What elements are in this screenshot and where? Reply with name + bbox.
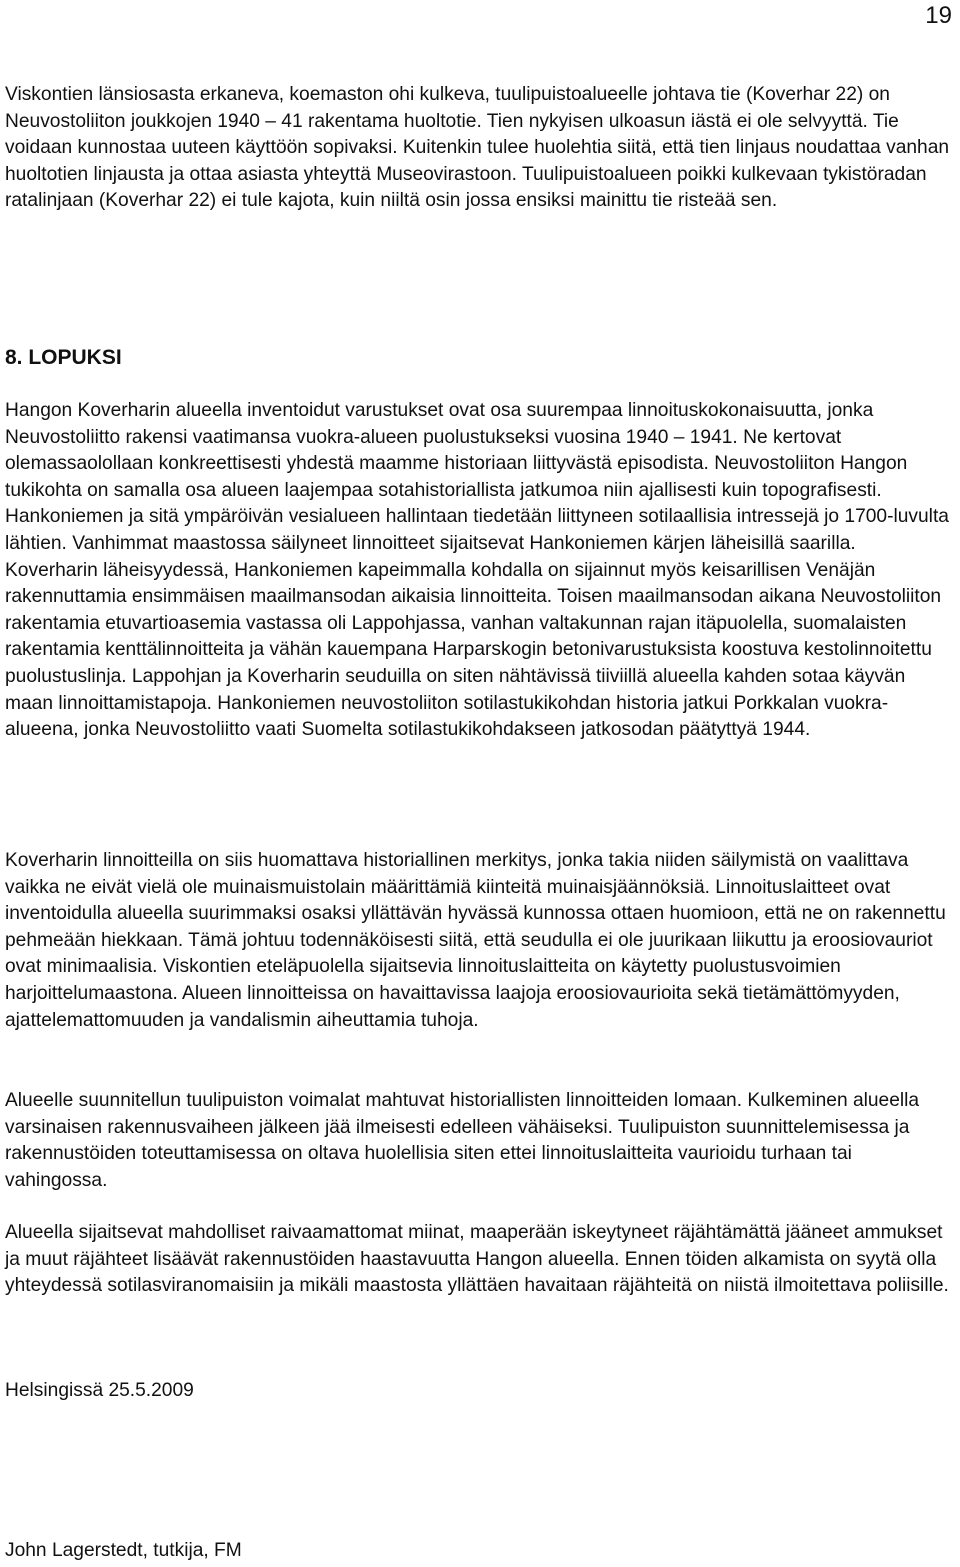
conclusion-paragraph-2: Koverharin linnoitteilla on siis huomattava historiallinen merkitys, jonka takia niiden säilymistä on vaalittava vaikka ne eivät vielä ole muinaismuistolain määrittämiä kiinteitä muinaisjäännöksiä. Linnoituslaitteet ovat inventoidulla alueella suurimmaksi osaksi yllättävän hyvässä kunnossa ottaen huomioon, että ne on rakennettu pehmeään hiekkaan. Tämä johtuu todennäköisesti siitä, että seudulla ei ole juurikaan liikuttu ja eroosiovauriot ovat minimaalisia. Viskontien eteläpuolella sijaitsevia linnoituslaitteita on käytetty puolustusvoimien harjoittelumaastona. Alueen linnoitteissa on havaittavissa laajoja eroosiovaurioita sekä tietämättömyyden, ajattelemattomuuden ja vandalismin aiheuttamia tuhoja. xyxy=(5,850,946,1031)
signature-place-date: Helsingissä 25.5.2009 xyxy=(5,1380,194,1401)
conclusion-paragraph-4: Alueella sijaitsevat mahdolliset raivaamattomat miinat, maaperään iskeytyneet räjähtämättä jääneet ammukset ja muut räjähteet lisäävät rakennustöiden haastavuutta Hangon alueella. Ennen töiden alkamista on syytä olla yhteydessä sotilasviranomaisiin ja mikäli maastosta yllättäen havaitaan räjähteitä on niistä ilmoitettava poliisille. xyxy=(5,1222,949,1297)
conclusion-paragraph-3: Alueelle suunnitellun tuulipuiston voimalat mahtuvat historiallisten linnoitteiden lomaan. Kulkeminen alueella varsinaisen rakennusvaiheen jälkeen jää ilmeisesti edelleen vähäiseksi. Tuulipuiston suunnittelemisessa ja rakennustöiden toteuttamisessa on oltava huolellisia siten ettei linnoituslaitteita vaurioidu turhaan tai vahingossa. xyxy=(5,1090,920,1191)
section-heading: 8. LOPUKSI xyxy=(5,346,122,369)
signature-author: John Lagerstedt, tutkija, FM xyxy=(5,1540,242,1561)
conclusion-paragraph-1: Hangon Koverharin alueella inventoidut varustukset ovat osa suurempaa linnoituskokonaisuutta, jonka Neuvostoliitto rakensi vaatimansa vuokra-alueen puolustukseksi vuosina 1940 – 1941. Ne kertovat olemassaolollaan konkreettisesti yhdestä maamme historiaan liittyvästä episodista. Neuvostoliiton Hangon tukikohta on samalla osa alueen laajempaa sotahistoriallista jatkumoa niin ajallisesti kuin topografisesti. Hankoniemen ja sitä ympäröivän vesialueen hallintaan tiedetään liittyneen sotilaallisia intressejä jo 1700-luvulta lähtien. Vanhimmat maastossa säilyneet linnoitteet sijaitsevat Hankoniemen kärjen läheisillä saarilla. Koverharin läheisyydessä, Hankoniemen kapeimmalla kohdalla on sijainnut myös keisarillisen Venäjän rakennuttamia ensimmäisen maailmansodan aikaisia linnoitteita. Toisen maailmansodan aikana Neuvostoliiton rakentamia etuvartioasemia vastassa oli Lappohjassa, vanhan valtakunnan rajan itäpuolella, suomalaisten rakentamia kenttälinnoitteita ja vähän kauempana Harparskogin betonivarustuksista koostuva kestolinnoitettu puolustuslinja. Lappohjan ja Koverharin seuduilla on siten nähtävissä tiiviillä alueella kahden sotaa käyvän maan linnoittamistapoja. Hankoniemen neuvostoliiton sotilastukikohdan historia jatkui Porkkalan vuokra-alueena, jonka Neuvostoliitto vaati Suomelta sotilastukikohdakseen jatkosodan päätyttyä 1944. xyxy=(5,400,949,741)
intro-paragraph: Viskontien länsiosasta erkaneva, koemaston ohi kulkeva, tuulipuistoalueelle johtava tie (Koverhar 22) on Neuvostoliiton joukkojen 1940 – 41 rakentama huoltotie. Tien nykyisen ulkoasun iästä ei ole selvyyttä. Tie voidaan kunnostaa uuteen käyttöön sopivaksi. Kuitenkin tulee huolehtia siitä, että tien linjaus noudattaa vanhan huoltotien linjausta ja ottaa asiasta yhteyttä Museovirastoon. Tuulipuistoalueen poikki kulkevaan tykistöradan ratalinjaan (Koverhar 22) ei tule kajota, kuin niiltä osin jossa ensiksi mainittu tie risteää sen. xyxy=(5,84,950,212)
page-number: 19 xyxy=(925,2,952,29)
